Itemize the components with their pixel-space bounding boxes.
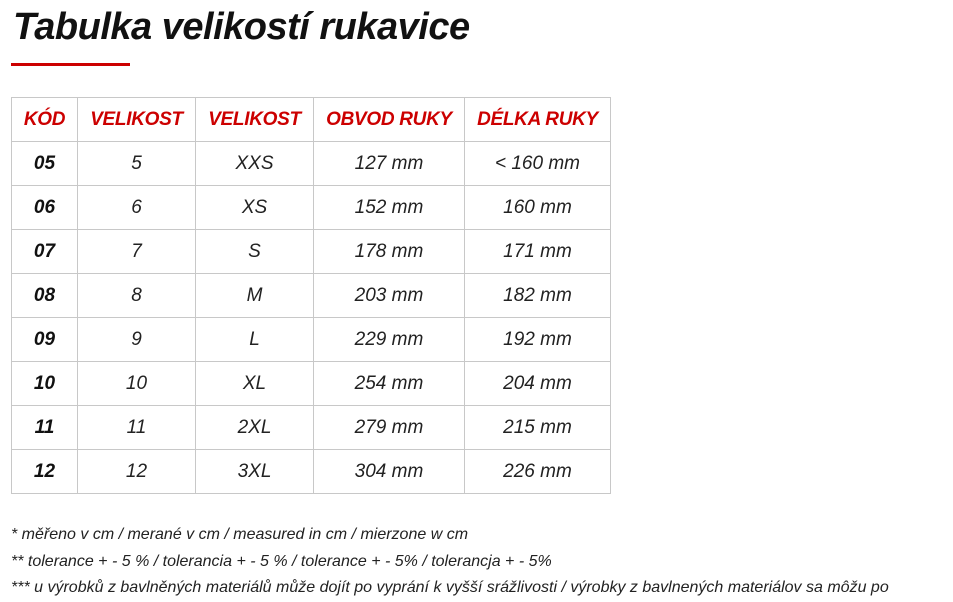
cell-kod: 06 xyxy=(12,186,78,230)
cell-velikost-number: 10 xyxy=(78,362,196,406)
cell-delka-ruky: 204 mm xyxy=(465,362,611,406)
cell-delka-ruky: 226 mm xyxy=(465,450,611,494)
cell-velikost-number: 12 xyxy=(78,450,196,494)
cell-kod: 07 xyxy=(12,230,78,274)
header-delka-ruky: DÉLKA RUKY xyxy=(465,98,611,142)
page-title: Tabulka velikostí rukavice xyxy=(13,6,470,48)
cell-delka-ruky: 182 mm xyxy=(465,274,611,318)
table-row xyxy=(12,318,611,362)
cell-kod: 05 xyxy=(12,142,78,186)
cell-kod: 11 xyxy=(12,406,78,450)
cell-velikost-letter: 2XL xyxy=(196,406,314,450)
cell-obvod-ruky: 254 mm xyxy=(314,362,465,406)
cell-velikost-letter: 3XL xyxy=(196,450,314,494)
cell-obvod-ruky: 203 mm xyxy=(314,274,465,318)
header-obvod-ruky: OBVOD RUKY xyxy=(314,98,465,142)
size-table xyxy=(11,97,611,494)
table-row xyxy=(12,406,611,450)
cell-velikost-number: 9 xyxy=(78,318,196,362)
cell-velikost-number: 11 xyxy=(78,406,196,450)
cell-velikost-letter: S xyxy=(196,230,314,274)
header-kod: KÓD xyxy=(12,98,78,142)
table-row xyxy=(12,362,611,406)
footnote-tolerance: ** tolerance + - 5 % / tolerancia + - 5 % / tolerance + - 5% / tolerancja + - 5% xyxy=(11,552,552,570)
cell-velikost-number: 8 xyxy=(78,274,196,318)
footnote-shrinkage: *** u výrobků z bavlněných materiálů může dojít po vyprání k vyšší srážlivosti / výrobky z bavlnených materiálov sa môžu po xyxy=(11,579,889,596)
cell-velikost-letter: XXS xyxy=(196,142,314,186)
cell-delka-ruky: 215 mm xyxy=(465,406,611,450)
table-row xyxy=(12,186,611,230)
cell-velikost-letter: M xyxy=(196,274,314,318)
cell-obvod-ruky: 178 mm xyxy=(314,230,465,274)
table-row xyxy=(12,450,611,494)
cell-obvod-ruky: 152 mm xyxy=(314,186,465,230)
cell-kod: 10 xyxy=(12,362,78,406)
cell-velikost-letter: L xyxy=(196,318,314,362)
cell-obvod-ruky: 304 mm xyxy=(314,450,465,494)
table-row xyxy=(12,142,611,186)
table-header-row xyxy=(12,98,611,142)
cell-delka-ruky: 171 mm xyxy=(465,230,611,274)
cell-obvod-ruky: 229 mm xyxy=(314,318,465,362)
cell-kod: 09 xyxy=(12,318,78,362)
cell-velikost-number: 5 xyxy=(78,142,196,186)
title-underline xyxy=(11,63,130,66)
footnote-measurement: * měřeno v cm / merané v cm / measured in cm / mierzone w cm xyxy=(11,526,469,543)
cell-delka-ruky: 192 mm xyxy=(465,318,611,362)
cell-velikost-letter: XL xyxy=(196,362,314,406)
header-velikost-letter: VELIKOST xyxy=(196,98,314,142)
cell-velikost-letter: XS xyxy=(196,186,314,230)
table-row xyxy=(12,274,611,318)
cell-velikost-number: 6 xyxy=(78,186,196,230)
cell-velikost-number: 7 xyxy=(78,230,196,274)
header-velikost-number: VELIKOST xyxy=(78,98,196,142)
cell-delka-ruky: 160 mm xyxy=(465,186,611,230)
footnotes xyxy=(11,522,953,602)
cell-obvod-ruky: 127 mm xyxy=(314,142,465,186)
cell-kod: 12 xyxy=(12,450,78,494)
cell-obvod-ruky: 279 mm xyxy=(314,406,465,450)
cell-kod: 08 xyxy=(12,274,78,318)
table-row xyxy=(12,230,611,274)
cell-delka-ruky: < 160 mm xyxy=(465,142,611,186)
